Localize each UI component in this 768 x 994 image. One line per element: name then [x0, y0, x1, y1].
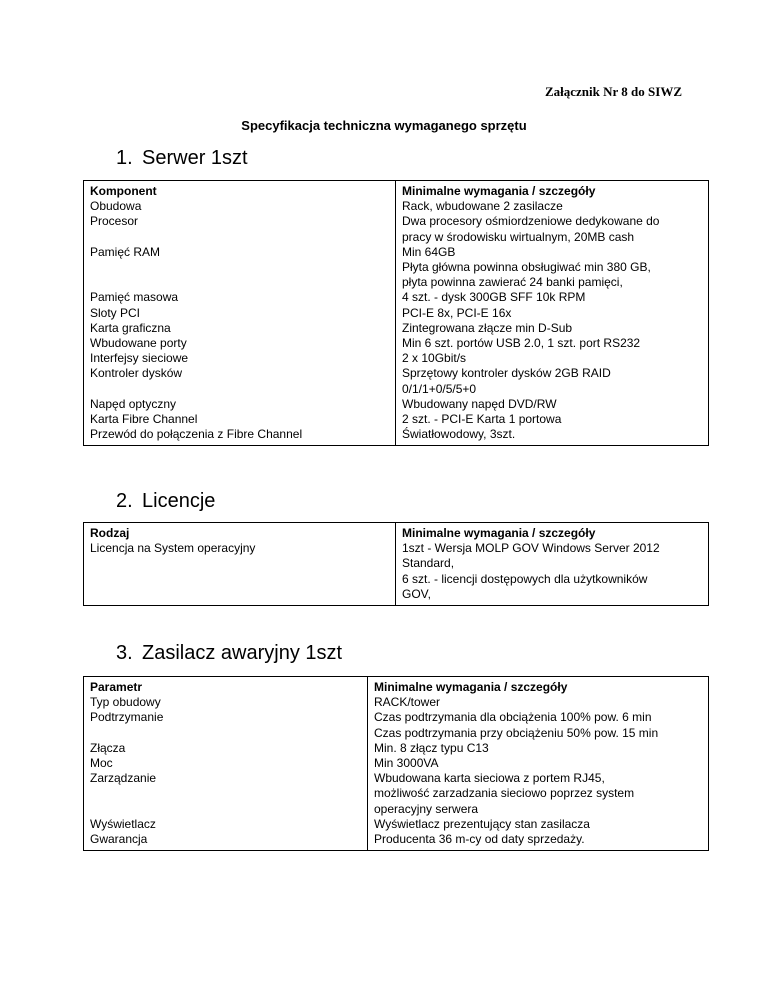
requirement-text: Zintegrowana złącze min D-Sub	[402, 320, 573, 335]
requirement-text: Płyta główna powinna obsługiwać min 380 GB,	[402, 260, 651, 275]
component-name: Moc	[90, 756, 113, 770]
section-heading-server	[116, 147, 248, 170]
requirements-column	[396, 523, 709, 606]
component-name: Karta graficzna	[90, 320, 171, 335]
column-header: Minimalne wymagania / szczegóły	[402, 526, 596, 540]
component-name: Pamięć masowa	[90, 290, 179, 305]
section-title: Serwer 1szt	[142, 147, 248, 169]
component-name: Interfejsy sieciowe	[90, 351, 189, 366]
section-heading-ups	[116, 642, 342, 665]
section-number: 2.	[116, 490, 133, 512]
server-spec-table	[83, 180, 709, 446]
component-name: Karta Fibre Channel	[90, 411, 198, 426]
component-name: Wbudowane porty	[90, 335, 187, 350]
component-name: Złącza	[90, 740, 126, 755]
component-name: Kontroler dysków	[90, 366, 183, 381]
table-row	[84, 181, 709, 446]
component-name: Licencja na System operacyjny	[90, 541, 256, 556]
requirement-text: PCI-E 8x, PCI-E 16x	[402, 305, 512, 320]
column-header: Rodzaj	[90, 526, 130, 540]
annex-label: Załącznik Nr 8 do SIWZ	[544, 84, 682, 99]
component-name: Obudowa	[90, 199, 142, 214]
component-name: Zarządzanie	[90, 771, 157, 786]
requirement-text: Rack, wbudowane 2 zasilacze	[402, 199, 563, 214]
section-number: 1.	[116, 147, 133, 169]
requirement-text: RACK/tower	[374, 695, 441, 710]
column-header: Minimalne wymagania / szczegóły	[402, 184, 596, 198]
requirement-text: Min 3000VA	[374, 756, 439, 771]
requirement-text: Min. 8 złącz typu C13	[374, 740, 489, 755]
component-name: Napęd optyczny	[90, 396, 177, 411]
requirement-text: pracy w środowisku wirtualnym, 20MB cash	[402, 229, 635, 244]
requirement-text: Czas podtrzymania przy obciążeniu 50% pow. 15 min	[374, 725, 659, 740]
column-header: Komponent	[90, 184, 157, 198]
section-title: Licencje	[142, 490, 216, 512]
requirement-text: Min 6 szt. portów USB 2.0, 1 szt. port RS232	[402, 336, 641, 351]
requirement-text: Producenta 36 m-cy od daty sprzedaży.	[374, 832, 585, 847]
column-header: Minimalne wymagania / szczegóły	[374, 680, 568, 694]
requirement-text: możliwość zarzadzania sieciowo poprzez system	[374, 786, 635, 801]
requirement-text: 4 szt. - dysk 300GB SFF 10k RPM	[402, 290, 586, 305]
requirements-column	[396, 181, 709, 446]
requirement-text: Min 64GB	[402, 244, 456, 259]
component-name: Procesor	[90, 214, 139, 229]
requirement-text: Czas podtrzymania dla obciążenia 100% pow. 6 min	[374, 710, 652, 725]
component-name: Przewód do połączenia z Fibre Channel	[90, 427, 303, 442]
requirement-text: Wyświetlacz prezentujący stan zasilacza	[374, 816, 590, 831]
component-name: Pamięć RAM	[90, 244, 161, 259]
requirement-text: Standard,	[402, 556, 455, 571]
requirement-text: Światłowodowy, 3szt.	[402, 427, 516, 442]
component-column	[84, 677, 368, 851]
component-name: Podtrzymanie	[90, 710, 164, 725]
ups-spec-table	[83, 676, 709, 851]
column-header: Parametr	[90, 680, 143, 694]
component-name: Gwarancja	[90, 831, 148, 846]
section-heading-licenses	[116, 490, 215, 513]
section-title: Zasilacz awaryjny 1szt	[142, 642, 343, 664]
requirement-text: płyta powinna zawierać 24 banki pamięci,	[402, 275, 623, 290]
requirement-text: GOV,	[402, 586, 431, 601]
requirements-column	[368, 677, 709, 851]
requirement-text: Wbudowany napęd DVD/RW	[402, 396, 557, 411]
requirement-text: operacyjny serwera	[374, 801, 479, 816]
requirement-text: 0/1/1+0/5/5+0	[402, 381, 477, 396]
requirement-text: 2 x 10Gbit/s	[402, 351, 467, 366]
table-row	[84, 677, 709, 851]
requirement-text: 2 szt. - PCI-E Karta 1 portowa	[402, 412, 562, 427]
component-column	[84, 523, 396, 606]
document-title: Specyfikacja techniczna wymaganego sprzętu	[241, 118, 527, 133]
section-number: 3.	[116, 642, 133, 664]
licenses-spec-table	[83, 522, 709, 606]
requirement-text: 1szt - Wersja MOLP GOV Windows Server 2012	[402, 541, 660, 556]
component-name: Sloty PCI	[90, 305, 141, 320]
requirement-text: 6 szt. - licencji dostępowych dla użytkowników	[402, 571, 648, 586]
component-name: Typ obudowy	[90, 695, 161, 710]
component-name: Wyświetlacz	[90, 816, 156, 831]
table-row	[84, 523, 709, 606]
requirement-text: Sprzętowy kontroler dysków 2GB RAID	[402, 366, 611, 381]
requirement-text: Wbudowana karta sieciowa z portem RJ45,	[374, 771, 605, 786]
requirement-text: Dwa procesory ośmiordzeniowe dedykowane do	[402, 214, 660, 229]
component-column	[84, 181, 396, 446]
